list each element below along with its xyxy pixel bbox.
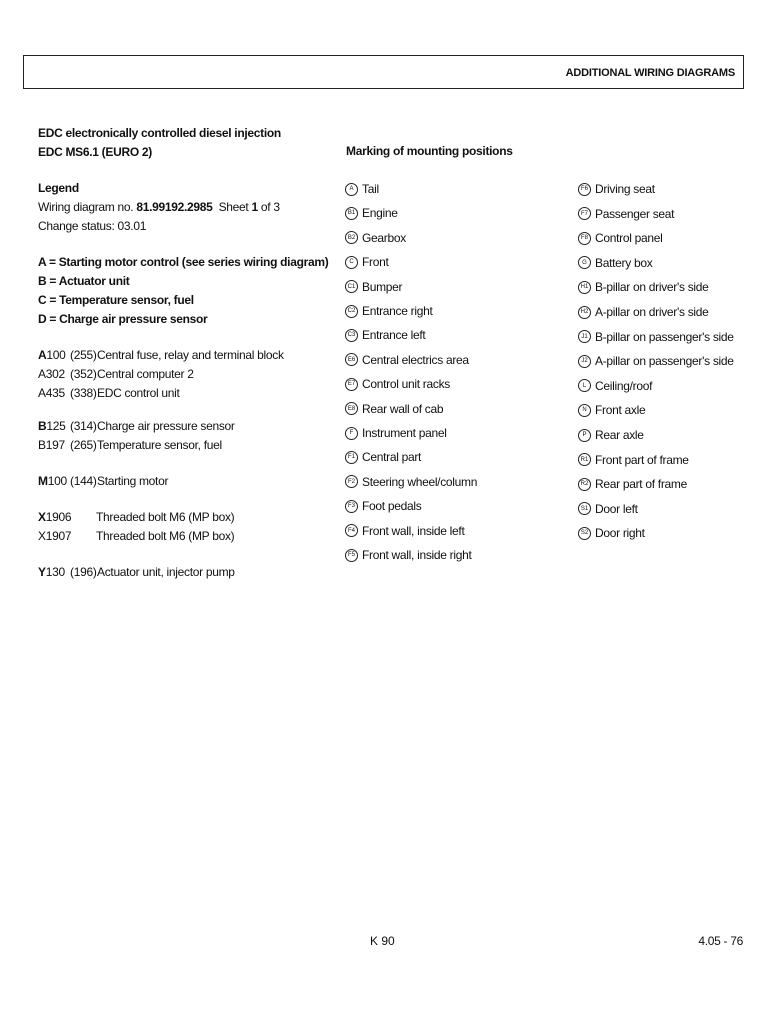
mounting-position-item xyxy=(345,450,421,464)
position-code-circle: C xyxy=(345,256,358,269)
component-code: B197 xyxy=(38,438,65,452)
component-code: A302 xyxy=(38,367,65,381)
position-code-circle: F4 xyxy=(345,524,358,537)
sheet-number: 1 xyxy=(251,200,258,214)
wiring-diagram-line xyxy=(38,198,338,217)
position-label: Front axle xyxy=(595,403,646,418)
component-num: (196) xyxy=(70,565,97,579)
component-row xyxy=(38,508,338,527)
position-code-circle: C3 xyxy=(345,329,358,342)
position-code-circle: E6 xyxy=(345,353,358,366)
position-code-circle: E8 xyxy=(345,402,358,415)
mounting-position-item xyxy=(345,280,402,294)
component-code: 100 xyxy=(47,474,67,488)
header-title: ADDITIONAL WIRING DIAGRAMS xyxy=(565,67,735,79)
position-code-circle: H1 xyxy=(578,281,591,294)
change-status: Change status: 03.01 xyxy=(38,219,147,233)
component-code: 1906 xyxy=(45,510,72,524)
wiring-number: 81.99192.2985 xyxy=(136,200,213,214)
mounting-position-item xyxy=(345,255,389,269)
mounting-position-item xyxy=(578,428,644,442)
section-c: C = Temperature sensor, fuel xyxy=(38,293,194,307)
position-label: Foot pedals xyxy=(362,499,422,514)
mounting-position-item xyxy=(345,182,379,196)
mounting-position-item xyxy=(578,379,652,393)
position-label: Door left xyxy=(595,501,638,516)
component-desc: EDC control unit xyxy=(97,386,180,400)
component-desc: Central computer 2 xyxy=(97,367,194,381)
component-num: (352) xyxy=(70,367,97,381)
position-label: A-pillar on driver's side xyxy=(595,305,709,319)
position-label: A-pillar on passenger's side xyxy=(595,354,734,369)
component-num: (314) xyxy=(70,419,97,433)
component-letter: B xyxy=(38,419,47,433)
position-label: Front xyxy=(362,255,389,270)
component-num: (338) xyxy=(70,386,97,400)
position-label: Battery box xyxy=(595,255,653,270)
component-code: 130 xyxy=(45,565,65,579)
position-code-circle: F7 xyxy=(578,207,591,220)
position-code-circle: B2 xyxy=(345,231,358,244)
component-desc: Charge air pressure sensor xyxy=(97,419,235,433)
position-label: Ceiling/roof xyxy=(595,378,653,393)
component-row xyxy=(38,436,338,455)
header-box xyxy=(23,55,744,89)
position-label: Entrance left xyxy=(362,328,426,343)
position-label: Tail xyxy=(362,182,379,196)
component-desc: Actuator unit, injector pump xyxy=(97,565,235,579)
component-row xyxy=(38,527,338,546)
mounting-position-item xyxy=(345,377,450,391)
section-b: B = Actuator unit xyxy=(38,274,130,288)
position-code-circle: R1 xyxy=(578,453,591,466)
position-label: Entrance right xyxy=(362,304,433,318)
sheet-label: Sheet xyxy=(212,200,252,214)
mounting-position-item xyxy=(578,453,689,467)
mounting-position-item xyxy=(578,231,662,245)
wiring-prefix: Wiring diagram no. xyxy=(38,200,137,214)
mounting-position-item xyxy=(578,207,674,221)
position-code-circle: A xyxy=(345,183,358,196)
position-label: Central electrics area xyxy=(362,352,469,367)
position-code-circle: S1 xyxy=(578,502,591,515)
mounting-position-item xyxy=(345,402,443,416)
position-code-circle: C1 xyxy=(345,280,358,293)
position-code-circle: P xyxy=(578,429,591,442)
mounting-position-item xyxy=(578,502,638,516)
component-row xyxy=(38,472,338,491)
component-desc: Central fuse, relay and terminal block xyxy=(97,348,284,362)
mounting-position-item xyxy=(578,477,687,491)
position-label: Control unit racks xyxy=(362,377,450,392)
component-letter: M xyxy=(38,474,48,488)
position-label: Front part of frame xyxy=(595,452,689,467)
component-row xyxy=(38,346,338,365)
position-code-circle: C2 xyxy=(345,305,358,318)
component-row xyxy=(38,365,338,384)
position-code-circle: H2 xyxy=(578,306,591,319)
mounting-position-item xyxy=(345,328,425,342)
position-label: Steering wheel/column xyxy=(362,474,478,489)
position-label: Instrument panel xyxy=(362,426,447,440)
position-label: Driving seat xyxy=(595,182,655,196)
position-label: Central part xyxy=(362,450,422,465)
component-num: (255) xyxy=(70,348,97,362)
mounting-position-item xyxy=(578,330,734,344)
position-code-circle: F5 xyxy=(345,549,358,562)
component-row xyxy=(38,563,338,582)
mounting-position-item xyxy=(345,524,464,538)
position-label: Engine xyxy=(362,206,398,221)
component-desc: Threaded bolt M6 (MP box) xyxy=(96,529,235,543)
position-label: Front wall, inside left xyxy=(362,523,465,538)
position-code-circle: B1 xyxy=(345,207,358,220)
position-code-circle: R2 xyxy=(578,478,591,491)
mounting-position-item xyxy=(345,304,433,318)
position-label: Rear wall of cab xyxy=(362,401,444,416)
position-code-circle: N xyxy=(578,404,591,417)
mounting-position-item xyxy=(578,526,645,540)
position-code-circle: F6 xyxy=(578,183,591,196)
position-code-circle: E7 xyxy=(345,378,358,391)
mounting-position-item xyxy=(345,353,469,367)
component-code: 100 xyxy=(46,348,66,362)
component-letter: X xyxy=(38,510,46,524)
mounting-position-item xyxy=(578,182,655,196)
component-letter: A xyxy=(38,348,47,362)
position-code-circle: S2 xyxy=(578,527,591,540)
section-a: A = Starting motor control (see series wiring diagram) xyxy=(38,255,329,269)
sheet-total: of 3 xyxy=(257,200,280,214)
position-label: B-pillar on driver's side xyxy=(595,280,709,295)
mounting-title: Marking of mounting positions xyxy=(346,144,513,158)
component-desc: Temperature sensor, fuel xyxy=(97,438,222,452)
component-code: X1907 xyxy=(38,529,72,543)
position-label: Passenger seat xyxy=(595,206,675,221)
position-code-circle: F3 xyxy=(345,500,358,513)
mounting-position-item xyxy=(345,231,406,245)
component-code: A435 xyxy=(38,386,65,400)
component-desc: Starting motor xyxy=(97,474,169,488)
legend-column xyxy=(38,124,338,582)
mounting-position-item xyxy=(345,548,472,562)
page-label: K 90 xyxy=(370,934,395,948)
position-code-circle: F2 xyxy=(345,475,358,488)
position-code-circle: L xyxy=(578,379,591,392)
position-label: Rear axle xyxy=(595,428,644,442)
mounting-position-item xyxy=(345,499,421,513)
doc-title-line2: EDC MS6.1 (EURO 2) xyxy=(38,145,152,159)
component-row xyxy=(38,417,338,436)
component-letter: Y xyxy=(38,565,46,579)
section-d: D = Charge air pressure sensor xyxy=(38,312,208,326)
mounting-position-item xyxy=(578,403,645,417)
mounting-position-item xyxy=(345,475,477,489)
mounting-position-item xyxy=(345,206,398,220)
position-code-circle: F1 xyxy=(345,451,358,464)
component-num: (265) xyxy=(70,438,97,452)
position-code-circle: J1 xyxy=(578,330,591,343)
component-row xyxy=(38,384,338,403)
position-code-circle: F xyxy=(345,427,358,440)
position-code-circle: J2 xyxy=(578,355,591,368)
position-label: Rear part of frame xyxy=(595,477,687,492)
doc-title-line1: EDC electronically controlled diesel injection xyxy=(38,126,281,140)
position-label: Gearbox xyxy=(362,230,406,245)
component-code: 125 xyxy=(46,419,66,433)
page-number: 4.05 - 76 xyxy=(698,934,743,948)
position-label: Control panel xyxy=(595,231,663,246)
component-desc: Threaded bolt M6 (MP box) xyxy=(96,510,235,524)
mounting-position-item xyxy=(578,305,709,319)
position-label: Front wall, inside right xyxy=(362,548,472,562)
mounting-position-item xyxy=(578,280,709,294)
position-label: Bumper xyxy=(362,279,403,294)
component-num: (144) xyxy=(70,474,97,488)
mounting-position-item xyxy=(578,354,734,368)
position-label: Door right xyxy=(595,526,645,541)
mounting-position-item xyxy=(345,426,447,440)
position-code-circle: G xyxy=(578,256,591,269)
legend-heading: Legend xyxy=(38,181,79,195)
position-label: B-pillar on passenger's side xyxy=(595,329,734,344)
mounting-position-item xyxy=(578,256,652,270)
position-code-circle: F8 xyxy=(578,232,591,245)
